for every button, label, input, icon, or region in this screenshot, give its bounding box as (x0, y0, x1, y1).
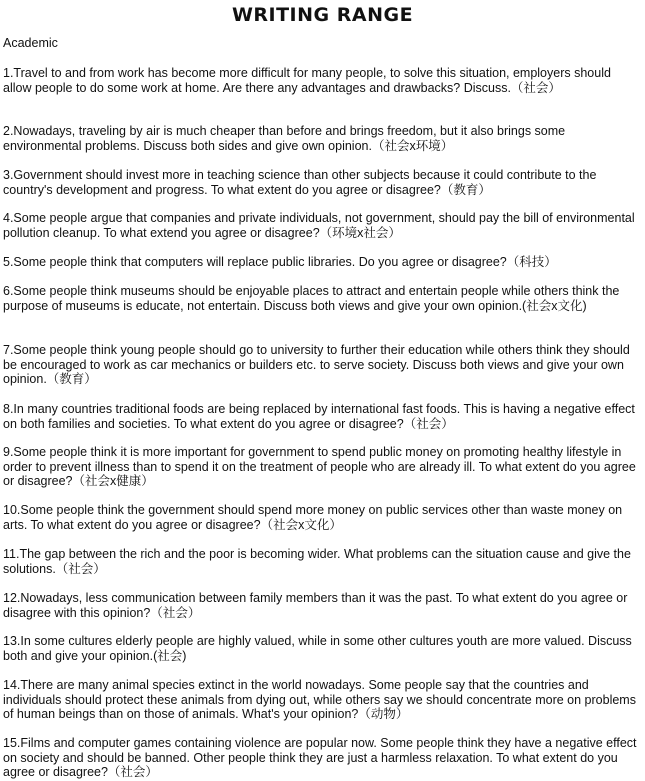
question-14: 14.There are many animal species extinct in the world nowadays. Some people say that the countries and individuals should protect these animals from dying out, while others say we should concentrate more on problems of human beings than on those of animals. What's your opinion?（动物） (3, 678, 636, 721)
question-10: 10.Some people think the government should spend more money on public services other than waste money on arts. To what extent do you agree or disagree?（社会x文化） (3, 503, 623, 532)
question-2: 2.Nowadays, traveling by air is much cheaper than before and brings freedom, but it also brings some environmental problems. Discuss both sides and give own opinion.（社会x环境） (3, 124, 566, 153)
question-13: 13.In some cultures elderly people are highly valued, while in some other cultures youth are more valued. Discuss both and give your opinion.(社会) (3, 634, 632, 663)
question-15: 15.Films and computer games containing violence are popular now. Some people think they have a negative effect on society and should be banned. Other people think they are just a harmless relaxation. To what extent do you agree or disagree?（社会） (3, 736, 637, 779)
question-8: 8.In many countries traditional foods are being replaced by international fast foods. This is having a negative effect on both families and societies. To what extent do you agree or disagree?（社会） (3, 402, 635, 431)
question-11: 11.The gap between the rich and the poor is becoming wider. What problems can the situation cause and give the solutions.（社会） (3, 547, 631, 576)
question-1: 1.Travel to and from work has become more difficult for many people, to solve this situation, employers should allow people to do some work at home. Are there any advantages and drawbacks? Discuss.（社会） (3, 66, 611, 95)
question-3: 3.Government should invest more in teaching science than other subjects because it could contribute to the country's development and progress. To what extent do you agree or disagree?（教育） (3, 168, 597, 197)
question-12: 12.Nowadays, less communication between family members than it was the past. To what extent do you agree or disagree with this opinion?（社会） (3, 591, 628, 620)
question-7: 7.Some people think young people should go to university to further their education while others think they should be encouraged to work as car mechanics or builders etc. to serve society. Discuss both views and give your own opinion.（教育） (3, 343, 630, 386)
question-9: 9.Some people think it is more important for government to spend public money on promoting healthy lifestyle in order to prevent illness than to spend it on the treatment of people who are already ill. To what extent do you agree or disagree?（社会x健康） (3, 445, 636, 488)
question-6: 6.Some people think museums should be enjoyable places to attract and entertain people while others think the purpose of museums is educate, not entertain. Discuss both views and give your own opinion.(社会x文化) (3, 284, 620, 313)
question-4: 4.Some people argue that companies and private individuals, not government, should pay the bill of environmental pollution cleanup. To what extend you agree or disagree?（环境x社会） (3, 211, 635, 240)
page-title: WRITING RANGE (231, 4, 414, 26)
section-label: Academic (3, 36, 58, 50)
question-5: 5.Some people think that computers will replace public libraries. Do you agree or disagree?（科技） (3, 255, 557, 269)
